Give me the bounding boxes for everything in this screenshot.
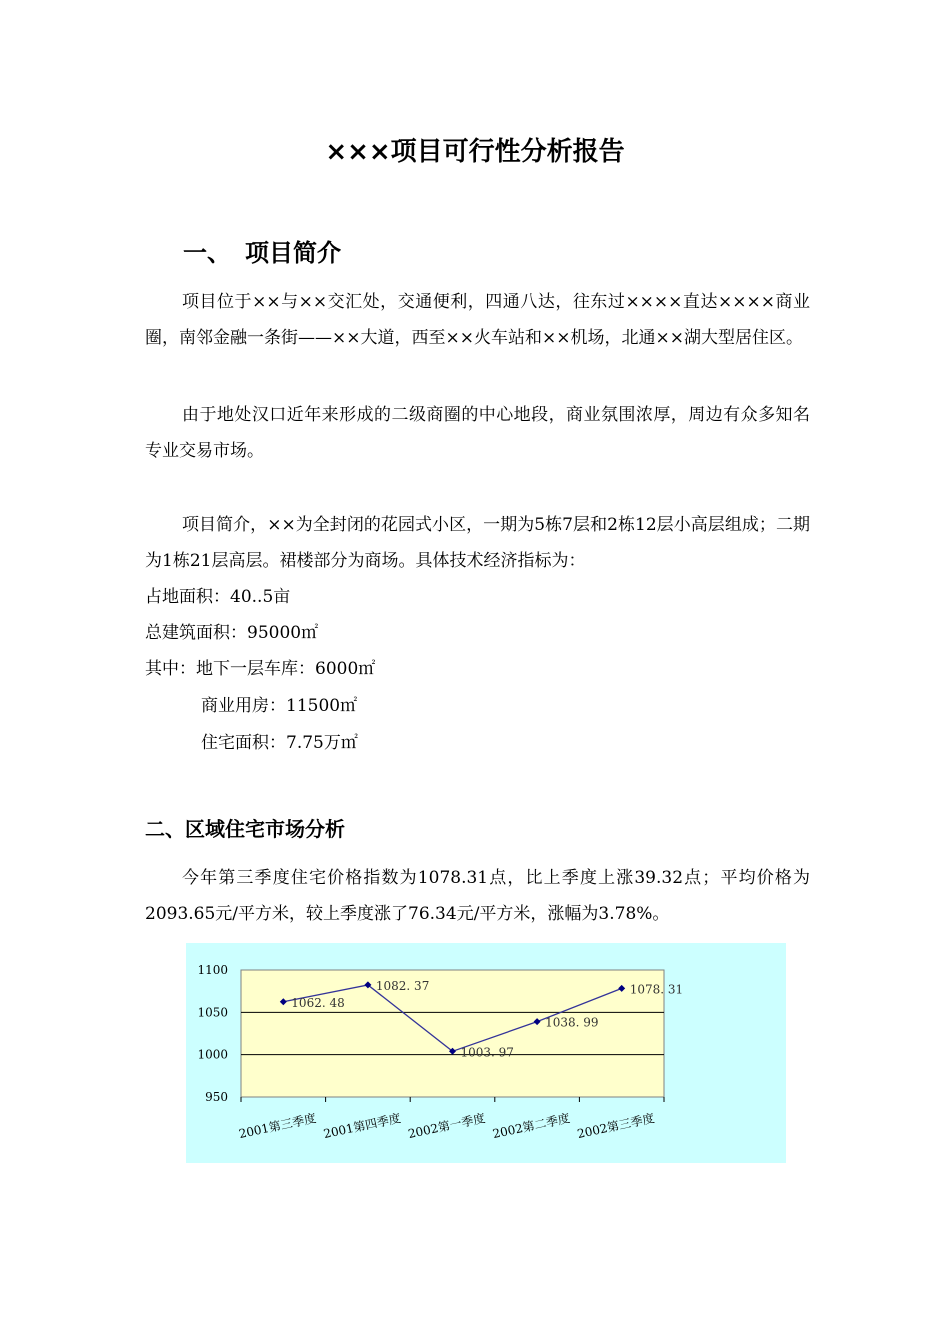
data-label: 1038. 99 — [545, 1015, 599, 1030]
metric-residential: 住宅面积：7.75万㎡ — [201, 733, 358, 753]
y-tick-label: 1000 — [197, 1047, 228, 1062]
data-label: 1082. 37 — [375, 978, 430, 993]
section1-paragraph3: 项目简介，××为全封闭的花园式小区，一期为5栋7层和2栋12层小高层组成；二期为1栋21层高层。裙楼部分为商场。具体技术经济指标为： — [145, 515, 810, 571]
price-index-chart — [186, 943, 786, 1163]
section1-title: 项目简介 — [245, 239, 341, 267]
metric-commercial: 商业用房：11500㎡ — [201, 696, 358, 716]
plot-area — [241, 970, 664, 1097]
metric-underground: 其中：地下一层车库：6000㎡ — [145, 659, 376, 679]
y-tick-label: 1050 — [197, 1005, 228, 1020]
x-tick-label: 2001第四季度 — [322, 1111, 402, 1142]
section1-heading — [183, 233, 341, 268]
section1-paragraph2: 由于地处汉口近年来形成的二级商圈的中心地段，商业氛围浓厚，周边有众多知名专业交易市场。 — [145, 405, 810, 461]
price-index-chart-svg — [186, 943, 786, 1163]
metric-total-area: 总建筑面积：95000㎡ — [145, 623, 319, 643]
section1-number: 一、 — [183, 239, 231, 267]
x-tick-label: 2002第三季度 — [575, 1111, 656, 1142]
y-tick-label: 950 — [205, 1090, 228, 1104]
section1-paragraph1: 项目位于××与××交汇处，交通便利，四通八达，往东过××××直达××××商业圈，南邻金融一条街——××大道，西至××火车站和××机场，北通××湖大型居住区。 — [145, 292, 810, 348]
data-label: 1078. 31 — [629, 982, 684, 997]
x-tick-label: 2001第三季度 — [237, 1111, 318, 1142]
data-label: 1003. 97 — [460, 1045, 514, 1060]
section2-heading: 二、区域住宅市场分析 — [145, 817, 345, 841]
section2-paragraph1: 今年第三季度住宅价格指数为1078.31点，比上季度上涨39.32点；平均价格为2093.65元/平方米，较上季度涨了76.34元/平方米，涨幅为3.78%。 — [145, 868, 810, 924]
metric-land-area: 占地面积：40..5亩 — [145, 587, 291, 607]
y-tick-label: 1100 — [197, 963, 228, 977]
x-tick-label: 2002第一季度 — [406, 1111, 487, 1142]
document-title: ×××项目可行性分析报告 — [325, 137, 625, 167]
data-label: 1062. 48 — [291, 995, 345, 1010]
x-tick-label: 2002第二季度 — [491, 1111, 572, 1142]
